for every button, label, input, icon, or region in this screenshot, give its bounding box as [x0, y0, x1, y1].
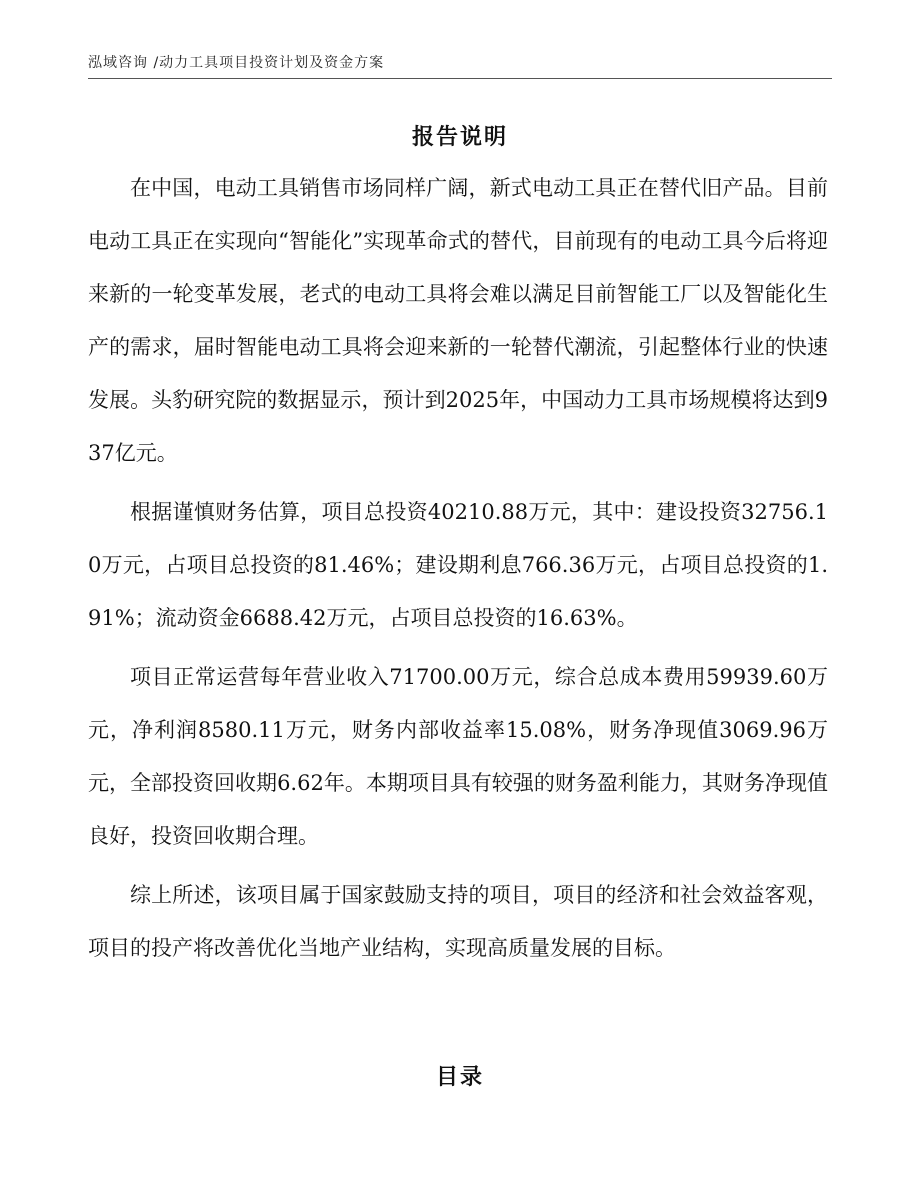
- paragraph-financial-returns: 项目正常运营每年营业收入71700.00万元，综合总成本费用59939.60万元，净利润8580.11万元，财务内部收益率15.08%，财务净现值3069.96万元，全部投资回收期6.62年。本期项目具有较强的财务盈利能力，其财务净现值良好，投资回收期合理。: [88, 665, 828, 848]
- running-header: 泓域咨询 /动力工具项目投资计划及资金方案: [88, 52, 832, 79]
- paragraph-market-overview: 在中国，电动工具销售市场同样广阔，新式电动工具正在替代旧产品。目前电动工具正在实现向“智能化”实现革命式的替代，目前现有的电动工具今后将迎来新的一轮变革发展，老式的电动工具将会难以满足目前智能工厂以及智能化生产的需求，届时智能电动工具将会迎来新的一轮替代潮流，引起整体行业的快速发展。头豹研究院的数据显示，预计到2025年，中国动力工具市场规模将达到937亿元。: [88, 176, 828, 465]
- paragraph-conclusion: 综上所述，该项目属于国家鼓励支持的项目，项目的经济和社会效益客观，项目的投产将改善优化当地产业结构，实现高质量发展的目标。: [88, 883, 828, 960]
- toc-title: 目录: [435, 1065, 484, 1090]
- report-body: [88, 162, 828, 981]
- paragraph-investment-estimate: 根据谨慎财务估算，项目总投资40210.88万元，其中：建设投资32756.10万元，占项目总投资的81.46%；建设期利息766.36万元，占项目总投资的1.91%；流动资金6688.42万元，占项目总投资的16.63%。: [88, 500, 828, 630]
- report-title: 报告说明: [411, 125, 508, 150]
